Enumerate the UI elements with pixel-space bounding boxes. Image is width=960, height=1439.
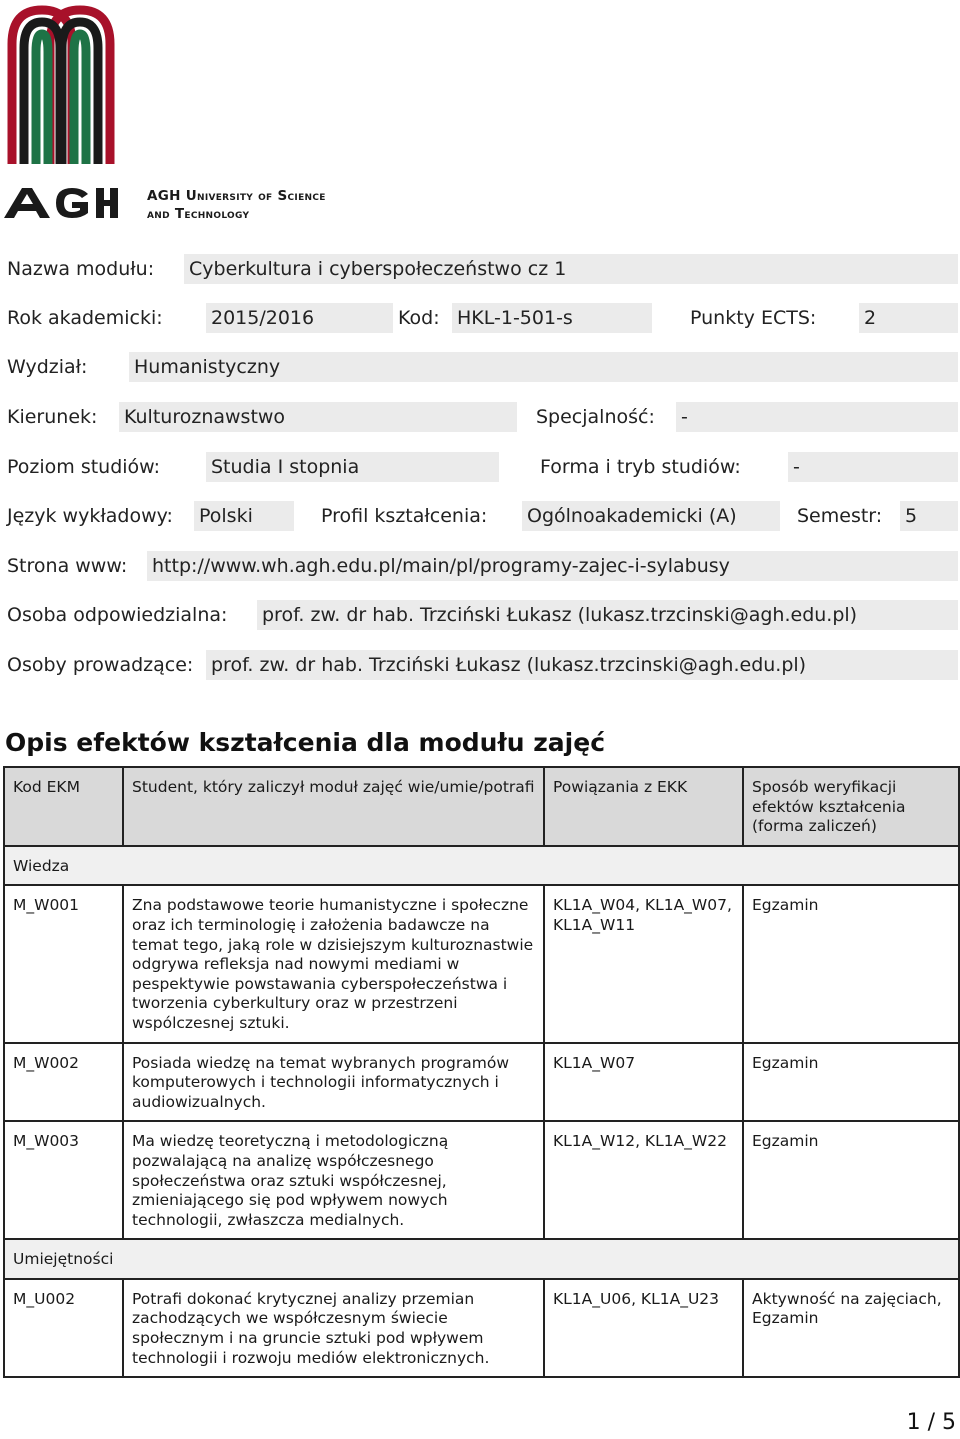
table-header-row bbox=[4, 767, 959, 846]
table-row bbox=[4, 1043, 959, 1122]
table-row bbox=[4, 1121, 959, 1239]
outcome-code: M_W002 bbox=[4, 1043, 123, 1122]
field-of-study-value: Kulturoznawstwo bbox=[119, 402, 517, 432]
section-title: Opis efektów kształcenia dla modułu zajęć bbox=[5, 728, 606, 757]
category-label: Wiedza bbox=[4, 846, 959, 886]
outcome-ekk: KL1A_W07 bbox=[544, 1043, 743, 1122]
category-row-skills bbox=[4, 1239, 959, 1279]
faculty-label: Wydział: bbox=[7, 356, 88, 378]
faculty-value: Humanistyczny bbox=[129, 352, 958, 382]
responsible-person-value: prof. zw. dr hab. Trzciński Łukasz (lukasz.trzcinski@agh.edu.pl) bbox=[257, 600, 958, 630]
code-value: HKL-1-501-s bbox=[452, 303, 652, 333]
header-code: Kod EKM bbox=[4, 767, 123, 846]
website-label: Strona www: bbox=[7, 555, 128, 577]
ects-label: Punkty ECTS: bbox=[690, 307, 817, 329]
table-row bbox=[4, 885, 959, 1042]
university-name-line2: and Technology bbox=[147, 206, 250, 222]
teachers-label: Osoby prowadzące: bbox=[7, 654, 194, 676]
ects-value: 2 bbox=[859, 303, 958, 333]
outcome-method: Egzamin bbox=[743, 1043, 959, 1122]
profile-label: Profil kształcenia: bbox=[321, 505, 488, 527]
module-name-label: Nazwa modułu: bbox=[7, 258, 155, 280]
field-of-study-label: Kierunek: bbox=[7, 406, 98, 428]
outcome-description: Zna podstawowe teorie humanistyczne i społeczne oraz ich terminologię i założenia badawcze na temat tego, jaką role w dzisiejszym kulturoznastwie odgrywa refleksja nad nowymi mediami w pespektywie powstawania cyberspołeczeństwa i tworzenia cyberkultury oraz w przestrzeni wspólczesnej sztuki. bbox=[123, 885, 544, 1042]
outcome-method: Egzamin bbox=[743, 1121, 959, 1239]
outcome-ekk: KL1A_W04, KL1A_W07, KL1A_W11 bbox=[544, 885, 743, 1042]
header-ekk: Powiązania z EKK bbox=[544, 767, 743, 846]
outcome-ekk: KL1A_U06, KL1A_U23 bbox=[544, 1279, 743, 1377]
outcome-method: Egzamin bbox=[743, 885, 959, 1042]
outcome-ekk: KL1A_W12, KL1A_W22 bbox=[544, 1121, 743, 1239]
learning-outcomes-table bbox=[3, 766, 960, 1378]
profile-value: Ogólnoakademicki (A) bbox=[522, 501, 780, 531]
category-label: Umiejętności bbox=[4, 1239, 959, 1279]
outcome-code: M_U002 bbox=[4, 1279, 123, 1377]
study-form-label: Forma i tryb studiów: bbox=[540, 456, 741, 478]
outcome-description: Potrafi dokonać krytycznej analizy przemian zachodzących we współczesnym świecie społecznym i na gruncie sztuki pod wpływem technologii i rozwoju mediów elektronicznych. bbox=[123, 1279, 544, 1377]
website-link[interactable]: http://www.wh.agh.edu.pl/main/pl/programy-zajec-i-sylabusy bbox=[147, 551, 958, 581]
outcome-description: Ma wiedzę teoretyczną i metodologiczną pozwalającą na analizę współczesnego społeczeństwa oraz sztuki współczesnej, zmieniającego się pod wpływem nowych technologii, zwłaszcza medialnych. bbox=[123, 1121, 544, 1239]
page-number: 1 / 5 bbox=[906, 1410, 956, 1435]
code-label: Kod: bbox=[398, 307, 440, 329]
academic-year-value: 2015/2016 bbox=[206, 303, 393, 333]
outcome-method: Aktywność na zajęciach, Egzamin bbox=[743, 1279, 959, 1377]
study-level-label: Poziom studiów: bbox=[7, 456, 161, 478]
semester-label: Semestr: bbox=[797, 505, 883, 527]
teachers-value: prof. zw. dr hab. Trzciński Łukasz (lukasz.trzcinski@agh.edu.pl) bbox=[206, 650, 958, 680]
study-level-value: Studia I stopnia bbox=[206, 452, 499, 482]
specialty-value: - bbox=[676, 402, 958, 432]
academic-year-label: Rok akademicki: bbox=[7, 307, 163, 329]
study-form-value: - bbox=[788, 452, 958, 482]
table-row bbox=[4, 1279, 959, 1377]
agh-logo bbox=[4, 4, 349, 224]
specialty-label: Specjalność: bbox=[536, 406, 655, 428]
outcome-code: M_W003 bbox=[4, 1121, 123, 1239]
header-verification: Sposób weryfikacji efektów kształcenia (forma zaliczeń) bbox=[743, 767, 959, 846]
category-row-knowledge bbox=[4, 846, 959, 886]
responsible-person-label: Osoba odpowiedzialna: bbox=[7, 604, 228, 626]
header-description: Student, który zaliczył moduł zajęć wie/umie/potrafi bbox=[123, 767, 544, 846]
module-name-value: Cyberkultura i cyberspołeczeństwo cz 1 bbox=[184, 254, 958, 284]
language-label: Język wykładowy: bbox=[7, 505, 173, 527]
university-name-line1: AGH University of Science bbox=[147, 188, 326, 204]
outcome-description: Posiada wiedzę na temat wybranych programów komputerowych i technologii informatycznych i audiowizualnych. bbox=[123, 1043, 544, 1122]
outcome-code: M_W001 bbox=[4, 885, 123, 1042]
semester-value: 5 bbox=[900, 501, 958, 531]
language-value: Polski bbox=[194, 501, 294, 531]
